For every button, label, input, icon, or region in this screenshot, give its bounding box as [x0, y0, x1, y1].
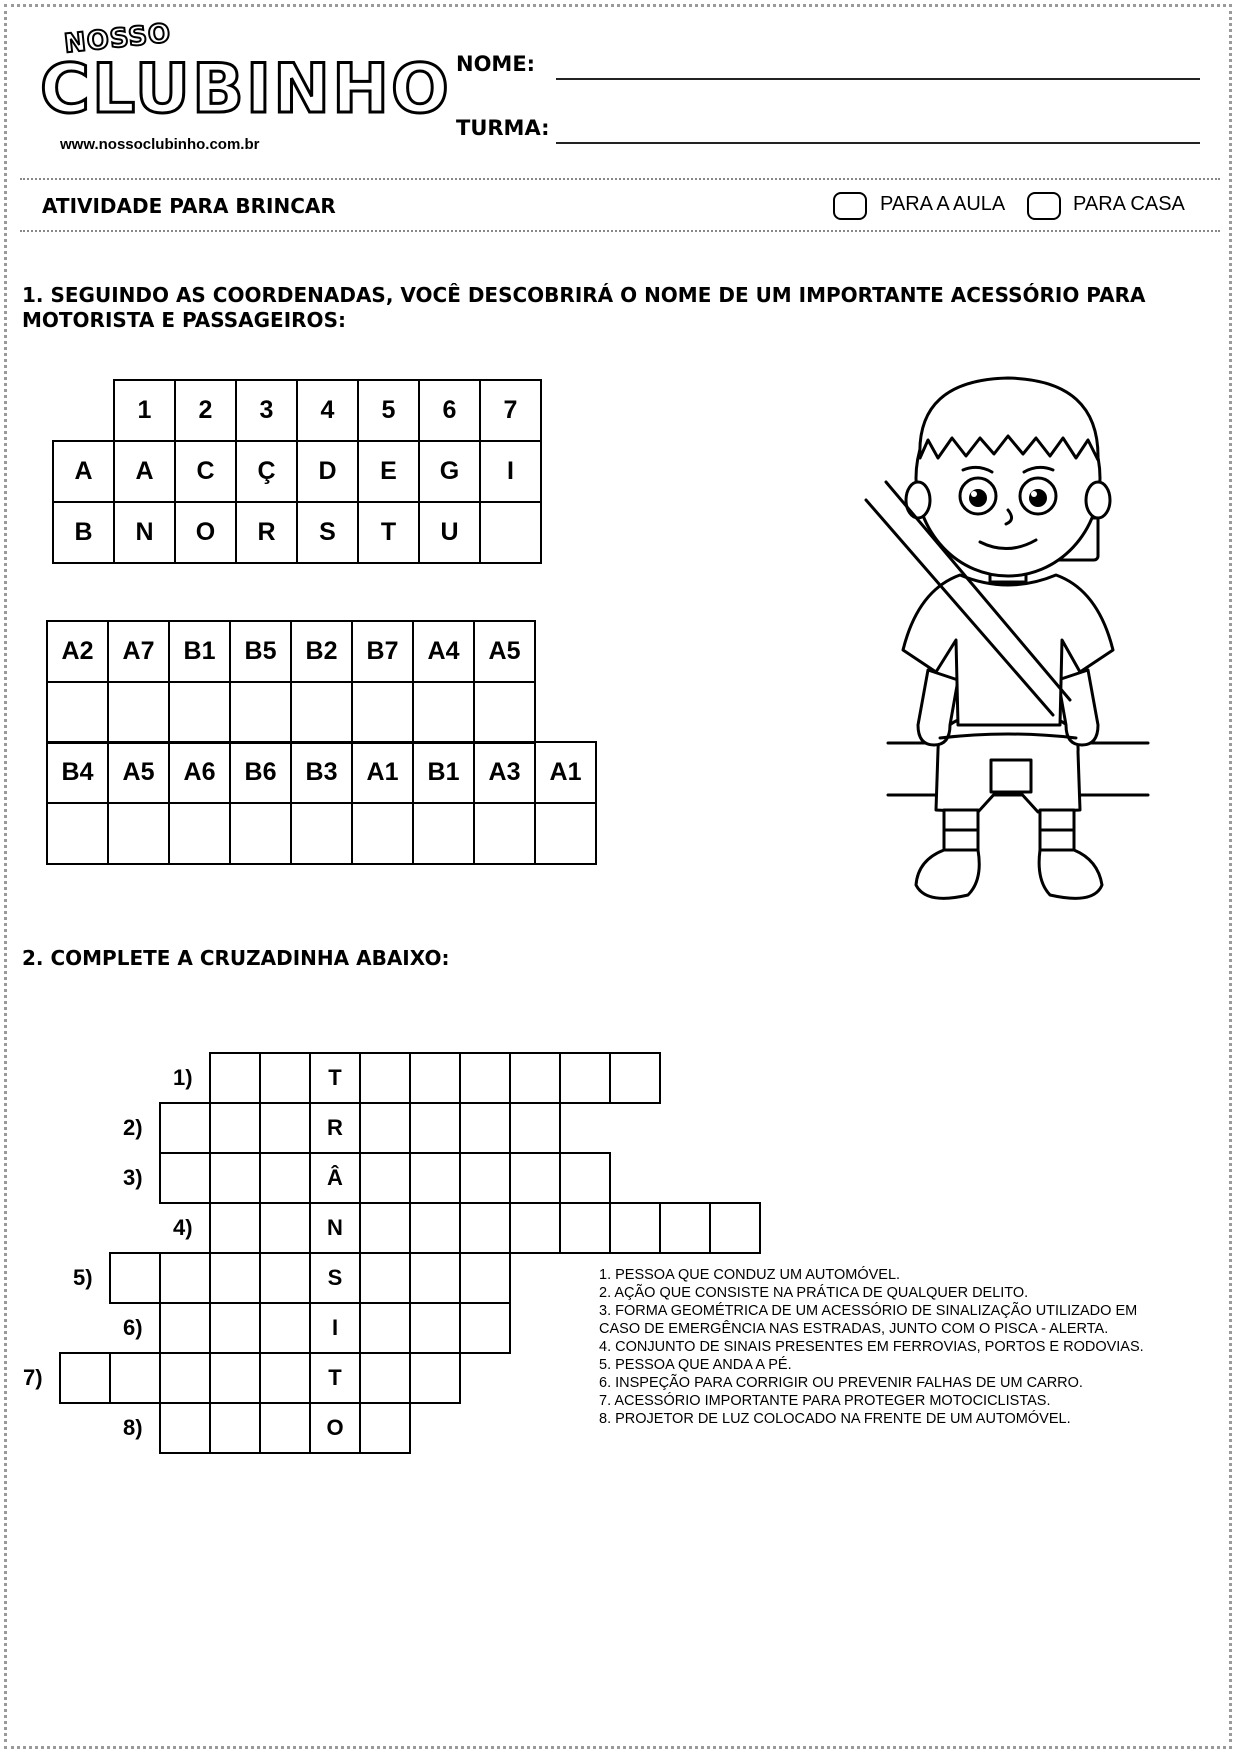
code-cell: A6 [169, 742, 230, 803]
answer-cell[interactable] [291, 682, 352, 743]
key-cell: C [175, 441, 236, 502]
code-cell: A1 [535, 742, 596, 803]
crossword-cell[interactable] [209, 1252, 261, 1304]
key-cell [480, 502, 541, 563]
key-col-3: 3 [236, 380, 297, 441]
key-row-b: B [53, 502, 114, 563]
name-field[interactable] [556, 78, 1200, 80]
answer-cell[interactable] [47, 803, 108, 864]
crossword-cell[interactable] [709, 1202, 761, 1254]
checkbox-home-label: PARA CASA [1073, 193, 1185, 215]
crossword-cell[interactable] [159, 1102, 211, 1154]
crossword-key-cell: R [309, 1102, 361, 1154]
clue-item: 3. FORMA GEOMÉTRICA DE UM ACESSÓRIO DE SINALIZAÇÃO UTILIZADO EM CASO DE EMERGÊNCIA NAS ESTRADAS, JUNTO COM O PISCA - ALERTA. [599, 1303, 1138, 1337]
letter-key-table [52, 379, 542, 564]
crossword-cell[interactable] [259, 1352, 311, 1404]
code-cell: A5 [474, 621, 535, 682]
code-cell: B1 [169, 621, 230, 682]
key-cell: R [236, 502, 297, 563]
crossword-cell[interactable] [159, 1352, 211, 1404]
answer-cell[interactable] [535, 803, 596, 864]
crossword-key-cell: T [309, 1352, 361, 1404]
code-cell: A3 [474, 742, 535, 803]
class-label: TURMA: [456, 116, 550, 140]
crossword-cell[interactable] [109, 1252, 161, 1304]
crossword-row-label: 1) [173, 1065, 193, 1090]
clues-list [599, 1266, 1149, 1428]
answer-cell[interactable] [47, 682, 108, 743]
clue-item: 5. PESSOA QUE ANDA A PÉ. [599, 1357, 792, 1373]
clue-item: 4. CONJUNTO DE SINAIS PRESENTES EM FERROVIAS, PORTOS E RODOVIAS. [599, 1339, 1144, 1355]
crossword-key-cell: O [309, 1402, 361, 1454]
crossword-cell[interactable] [509, 1102, 561, 1154]
crossword-cell[interactable] [409, 1202, 461, 1254]
code-cell: A2 [47, 621, 108, 682]
code-cell: B7 [352, 621, 413, 682]
crossword-cell[interactable] [459, 1152, 511, 1204]
crossword-cell[interactable] [209, 1102, 261, 1154]
code-table-2 [46, 741, 597, 865]
crossword-row-label: 4) [173, 1215, 193, 1240]
crossword-cell[interactable] [359, 1302, 411, 1354]
crossword-cell[interactable] [159, 1302, 211, 1354]
answer-cell[interactable] [413, 682, 474, 743]
crossword-cell[interactable] [259, 1252, 311, 1304]
key-cell: N [114, 502, 175, 563]
website-url: www.nossoclubinho.com.br [60, 136, 260, 153]
crossword-cell[interactable] [559, 1202, 611, 1254]
key-cell: D [297, 441, 358, 502]
crossword-cell[interactable] [509, 1152, 561, 1204]
crossword-cell[interactable] [359, 1102, 411, 1154]
crossword-cell[interactable] [609, 1052, 661, 1104]
logo-main-text: CLUBINHO [40, 50, 451, 129]
question1-line1: 1. SEGUINDO AS COORDENADAS, VOCÊ DESCOBRIRÁ O NOME DE UM IMPORTANTE ACESSÓRIO PARA [22, 283, 1146, 307]
crossword-cell[interactable] [109, 1352, 161, 1404]
key-cell: Ç [236, 441, 297, 502]
answer-cell[interactable] [352, 682, 413, 743]
checkbox-class-label: PARA A AULA [880, 193, 1006, 215]
crossword-row-label: 8) [123, 1415, 143, 1440]
crossword-key-cell: N [309, 1202, 361, 1254]
code-cell: B6 [230, 742, 291, 803]
crossword-cell[interactable] [509, 1202, 561, 1254]
key-col-5: 5 [358, 380, 419, 441]
crossword-cell[interactable] [409, 1352, 461, 1404]
answer-cell[interactable] [230, 682, 291, 743]
crossword-cell[interactable] [559, 1152, 611, 1204]
crossword-cell[interactable] [259, 1152, 311, 1204]
crossword-cell[interactable] [209, 1402, 261, 1454]
crossword-cell[interactable] [509, 1052, 561, 1104]
crossword-key-cell: S [309, 1252, 361, 1304]
key-cell: S [297, 502, 358, 563]
crossword-cell[interactable] [209, 1302, 261, 1354]
crossword-cell[interactable] [359, 1252, 411, 1304]
code-cell: B2 [291, 621, 352, 682]
answer-cell[interactable] [169, 803, 230, 864]
key-cell: G [419, 441, 480, 502]
clue-item: 2. AÇÃO QUE CONSISTE NA PRÁTICA DE QUALQUER DELITO. [599, 1285, 1029, 1301]
crossword-cell[interactable] [609, 1202, 661, 1254]
key-cell: U [419, 502, 480, 563]
logo-top-text: NOSSO [62, 18, 173, 60]
clue-item: 8. PROJETOR DE LUZ COLOCADO NA FRENTE DE UM AUTOMÓVEL. [599, 1411, 1071, 1427]
crossword-row-label: 7) [23, 1365, 43, 1390]
checkbox-home[interactable] [1027, 192, 1061, 220]
crossword-key-cell: Â [309, 1152, 361, 1204]
crossword-cell[interactable] [59, 1352, 111, 1404]
answer-cell[interactable] [230, 803, 291, 864]
code-cell: B4 [47, 742, 108, 803]
crossword-cell[interactable] [359, 1402, 411, 1454]
crossword-row-label: 6) [123, 1315, 143, 1340]
answer-cell[interactable] [474, 803, 535, 864]
code-cell: A5 [108, 742, 169, 803]
key-cell: T [358, 502, 419, 563]
activity-title: ATIVIDADE PARA BRINCAR [42, 194, 336, 218]
crossword-key-cell: T [309, 1052, 361, 1104]
crossword-cell[interactable] [359, 1052, 411, 1104]
boy-seatbelt-illustration [858, 360, 1158, 905]
crossword-cell[interactable] [359, 1152, 411, 1204]
crossword-cell[interactable] [209, 1352, 261, 1404]
key-cell: I [480, 441, 541, 502]
key-cell: A [114, 441, 175, 502]
crossword-cell[interactable] [209, 1152, 261, 1204]
divider-bottom [20, 230, 1220, 232]
crossword-cell[interactable] [459, 1302, 511, 1354]
answer-cell[interactable] [352, 803, 413, 864]
crossword-cell[interactable] [459, 1202, 511, 1254]
checkbox-class[interactable] [833, 192, 867, 220]
crossword-cell[interactable] [209, 1052, 261, 1104]
crossword-cell[interactable] [659, 1202, 711, 1254]
question1-line2: MOTORISTA E PASSAGEIROS: [22, 308, 346, 332]
crossword-cell[interactable] [159, 1252, 211, 1304]
code-cell: A7 [108, 621, 169, 682]
answer-cell[interactable] [413, 803, 474, 864]
clue-item: 1. PESSOA QUE CONDUZ UM AUTOMÓVEL. [599, 1267, 901, 1283]
crossword-cell[interactable] [459, 1252, 511, 1304]
crossword-cell[interactable] [259, 1302, 311, 1354]
key-col-4: 4 [297, 380, 358, 441]
crossword-cell[interactable] [259, 1052, 311, 1104]
clue-item: 6. INSPEÇÃO PARA CORRIGIR OU PREVENIR FALHAS DE UM CARRO. [599, 1375, 1083, 1391]
crossword-cell[interactable] [409, 1252, 461, 1304]
key-col-1: 1 [114, 380, 175, 441]
answer-cell[interactable] [108, 803, 169, 864]
crossword-row-label: 5) [73, 1265, 93, 1290]
divider-top [20, 178, 1220, 180]
answer-cell[interactable] [474, 682, 535, 743]
name-label: NOME: [456, 52, 536, 76]
crossword-cell[interactable] [359, 1202, 411, 1254]
answer-cell[interactable] [108, 682, 169, 743]
question1-text [22, 283, 1145, 333]
crossword-cell[interactable] [459, 1052, 511, 1104]
clue-item: 7. ACESSÓRIO IMPORTANTE PARA PROTEGER MOTOCICLISTAS. [599, 1393, 1051, 1409]
key-col-6: 6 [419, 380, 480, 441]
question2-text: 2. COMPLETE A CRUZADINHA ABAIXO: [22, 946, 450, 970]
crossword-cell[interactable] [409, 1052, 461, 1104]
key-cell: E [358, 441, 419, 502]
key-row-a: A [53, 441, 114, 502]
crossword-cell[interactable] [259, 1402, 311, 1454]
crossword-cell[interactable] [159, 1152, 211, 1204]
code-cell: A4 [413, 621, 474, 682]
key-col-7: 7 [480, 380, 541, 441]
crossword-cell[interactable] [559, 1052, 611, 1104]
crossword-cell[interactable] [209, 1202, 261, 1254]
code-table-1 [46, 620, 536, 744]
code-cell: B5 [230, 621, 291, 682]
crossword-cell[interactable] [259, 1202, 311, 1254]
answer-cell[interactable] [291, 803, 352, 864]
crossword-cell[interactable] [409, 1102, 461, 1154]
crossword-cell[interactable] [359, 1352, 411, 1404]
key-cell: O [175, 502, 236, 563]
class-field[interactable] [556, 142, 1200, 144]
crossword-cell[interactable] [459, 1102, 511, 1154]
answer-cell[interactable] [169, 682, 230, 743]
code-cell: B3 [291, 742, 352, 803]
code-cell: A1 [352, 742, 413, 803]
crossword-cell[interactable] [409, 1302, 461, 1354]
key-col-2: 2 [175, 380, 236, 441]
crossword-key-cell: I [309, 1302, 361, 1354]
crossword-cell[interactable] [159, 1402, 211, 1454]
crossword-cell[interactable] [259, 1102, 311, 1154]
code-cell: B1 [413, 742, 474, 803]
crossword-row-label: 3) [123, 1165, 143, 1190]
crossword-row-label: 2) [123, 1115, 143, 1140]
crossword-cell[interactable] [409, 1152, 461, 1204]
